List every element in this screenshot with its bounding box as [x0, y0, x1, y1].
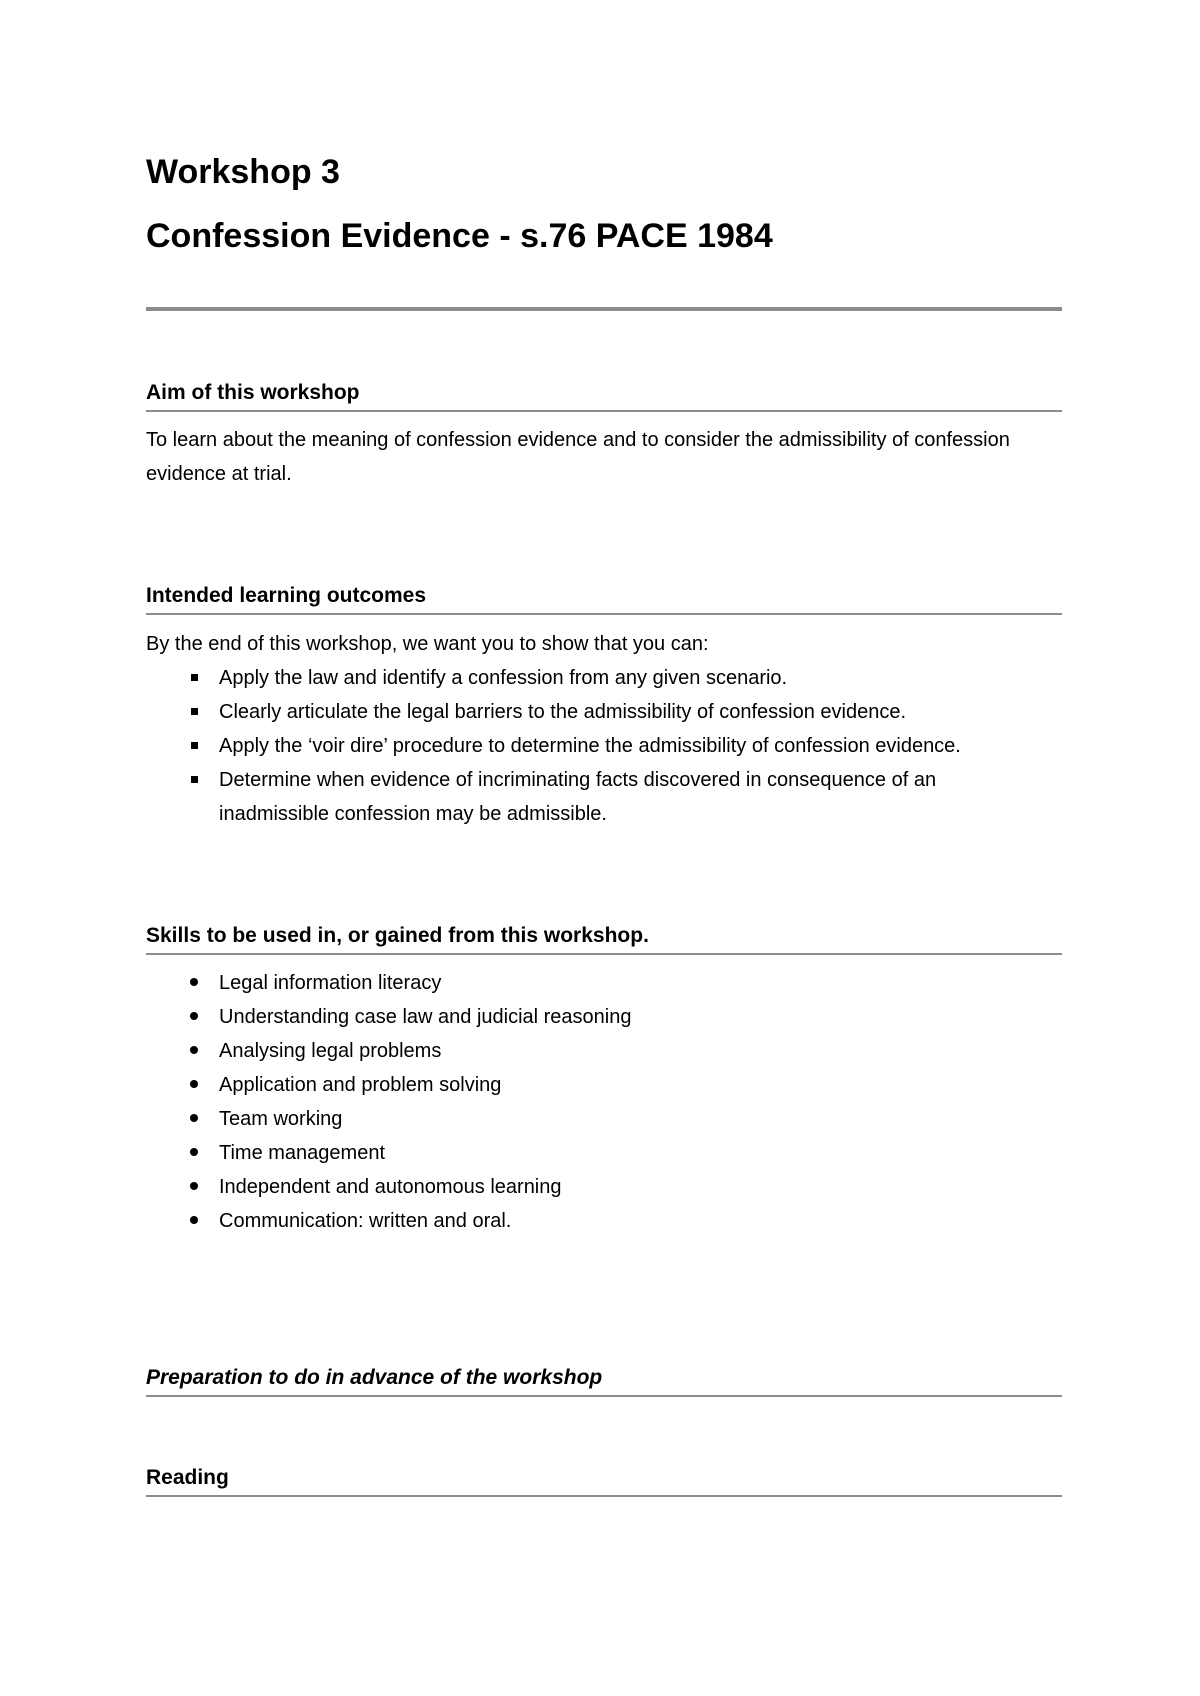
outcomes-intro: By the end of this workshop, we want you to show that you can:: [146, 633, 709, 655]
list-item: [146, 1068, 1062, 1102]
round-bullet-icon: [184, 966, 204, 1000]
skills-list: [146, 966, 1062, 1238]
round-bullet-icon: [184, 1068, 204, 1102]
list-item: [146, 695, 1036, 729]
list-item: [146, 763, 1036, 831]
list-item-text: Application and problem solving: [219, 1074, 502, 1096]
square-bullet-icon: [184, 763, 204, 797]
list-item: [146, 729, 1036, 763]
list-item: [146, 1102, 1062, 1136]
list-item-text: Legal information literacy: [219, 972, 442, 994]
document-page: [146, 0, 1062, 1696]
list-item: [146, 1170, 1062, 1204]
list-item-text: Time management: [219, 1142, 385, 1164]
list-item: [146, 1034, 1062, 1068]
outcomes-list: [146, 661, 1036, 831]
list-item: [146, 1204, 1062, 1238]
preparation-heading: Preparation to do in advance of the workshop: [146, 1363, 1062, 1397]
round-bullet-icon: [184, 1136, 204, 1170]
list-item: [146, 1136, 1062, 1170]
round-bullet-icon: [184, 1000, 204, 1034]
skills-heading: Skills to be used in, or gained from this workshop.: [146, 921, 1062, 955]
round-bullet-icon: [184, 1170, 204, 1204]
list-item-text: Communication: written and oral.: [219, 1210, 512, 1232]
list-item-text: Independent and autonomous learning: [219, 1176, 562, 1198]
square-bullet-icon: [184, 661, 204, 695]
aim-heading: Aim of this workshop: [146, 378, 1062, 412]
reading-heading: Reading: [146, 1463, 1062, 1497]
square-bullet-icon: [184, 695, 204, 729]
list-item-text: Analysing legal problems: [219, 1040, 442, 1062]
list-item-text: Team working: [219, 1108, 343, 1130]
square-bullet-icon: [184, 729, 204, 763]
round-bullet-icon: [184, 1204, 204, 1238]
list-item-text: Apply the ‘voir dire’ procedure to determine the admissibility of confession evidence.: [219, 735, 961, 757]
document-title: Workshop 3: [146, 153, 340, 191]
round-bullet-icon: [184, 1102, 204, 1136]
list-item-text: Apply the law and identify a confession from any given scenario.: [219, 667, 788, 689]
document-subtitle: Confession Evidence - s.76 PACE 1984: [146, 217, 773, 255]
title-divider: [146, 307, 1062, 311]
list-item: [146, 966, 1062, 1000]
list-item-text: Determine when evidence of incriminating facts discovered in consequence of an inadmissible confession may be admissible.: [219, 769, 937, 825]
round-bullet-icon: [184, 1034, 204, 1068]
list-item: [146, 1000, 1062, 1034]
list-item-text: Clearly articulate the legal barriers to the admissibility of confession evidence.: [219, 701, 907, 723]
aim-text: To learn about the meaning of confession evidence and to consider the admissibility of confession evidence at trial.: [146, 429, 1010, 485]
list-item: [146, 661, 1036, 695]
outcomes-heading: Intended learning outcomes: [146, 581, 1062, 615]
list-item-text: Understanding case law and judicial reasoning: [219, 1006, 632, 1028]
